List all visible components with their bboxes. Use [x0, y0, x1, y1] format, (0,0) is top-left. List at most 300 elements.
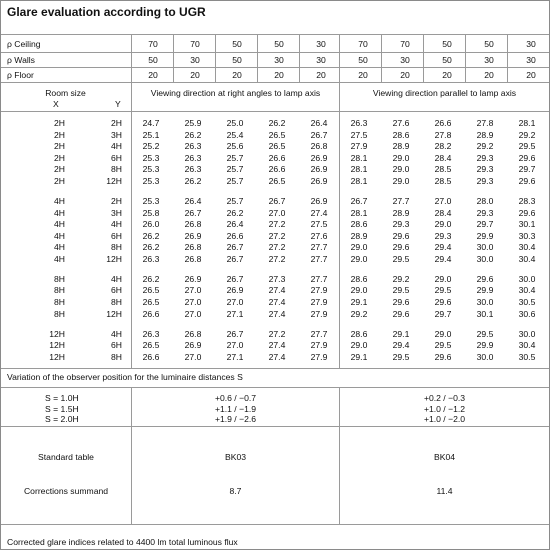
room-x-value: 4H [54, 207, 65, 218]
ugr-parallel-value: 29.0 [434, 328, 452, 339]
column-divider [423, 34, 424, 82]
ugr-parallel-value: 29.6 [476, 273, 494, 284]
reflectance-value: 30 [274, 55, 284, 65]
reflectance-value: 20 [526, 70, 536, 80]
ugr-right-value: 27.4 [268, 285, 286, 296]
ugr-parallel-value: 29.6 [434, 351, 452, 362]
ugr-right-value: 25.4 [226, 129, 244, 140]
reflectance-value: 30 [316, 39, 326, 49]
ugr-right-value: 26.6 [268, 164, 286, 175]
ugr-parallel-value: 29.0 [350, 242, 368, 253]
ugr-right-value: 26.9 [226, 285, 244, 296]
ugr-parallel-value: 27.9 [350, 141, 368, 152]
room-y-value: 8H [111, 242, 122, 253]
ugr-parallel-value: 28.9 [476, 129, 494, 140]
ugr-right-value: 26.8 [184, 242, 202, 253]
room-y-value: 2H [111, 195, 122, 206]
room-x-value: 2H [54, 129, 65, 140]
ugr-parallel-value: 28.6 [350, 328, 368, 339]
ugr-right-value: 25.7 [226, 175, 244, 186]
room-x-value: 8H [54, 308, 65, 319]
ugr-right-value: 26.7 [226, 273, 244, 284]
ugr-parallel-value: 29.0 [392, 164, 410, 175]
variation-right: +1.9 / −2.6 [214, 414, 257, 424]
ugr-parallel-value: 30.4 [518, 340, 536, 351]
column-divider [215, 34, 216, 82]
ugr-parallel-value: 29.5 [434, 340, 452, 351]
ugr-parallel-value: 29.0 [434, 273, 452, 284]
ugr-parallel-value: 29.6 [518, 207, 536, 218]
ugr-right-value: 27.7 [310, 253, 328, 264]
reflectance-value: 70 [358, 39, 368, 49]
ugr-right-value: 27.0 [184, 285, 202, 296]
ugr-right-value: 27.0 [184, 297, 202, 308]
ugr-parallel-value: 28.5 [434, 164, 452, 175]
ugr-right-value: 27.9 [310, 351, 328, 362]
ugr-right-value: 27.4 [268, 340, 286, 351]
ugr-right-value: 25.3 [142, 164, 160, 175]
ugr-parallel-value: 30.0 [518, 273, 536, 284]
ugr-parallel-value: 28.0 [476, 195, 494, 206]
ugr-parallel-value: 28.1 [350, 164, 368, 175]
reflectance-value: 30 [400, 55, 410, 65]
room-y-value: 4H [111, 219, 122, 230]
ugr-parallel-value: 29.6 [518, 175, 536, 186]
reflectance-value: 20 [232, 70, 242, 80]
reflectance-value: 70 [148, 39, 158, 49]
room-y-value: 8H [111, 351, 122, 362]
ugr-parallel-value: 26.7 [350, 195, 368, 206]
ugr-parallel-value: 27.8 [434, 129, 452, 140]
room-x-value: 2H [54, 152, 65, 163]
ugr-right-value: 27.0 [268, 207, 286, 218]
variation-parallel: +1.0 / −2.0 [423, 414, 466, 424]
column-divider [381, 34, 382, 82]
ugr-right-value: 25.7 [226, 152, 244, 163]
ugr-right-value: 27.4 [310, 207, 328, 218]
ugr-parallel-value: 29.9 [476, 340, 494, 351]
ugr-right-value: 27.4 [268, 297, 286, 308]
ugr-right-value: 26.4 [184, 195, 202, 206]
ugr-right-value: 25.7 [226, 195, 244, 206]
ugr-parallel-value: 28.4 [434, 152, 452, 163]
room-y-value: 4H [111, 273, 122, 284]
column-divider [257, 34, 258, 82]
ugr-parallel-value: 29.4 [392, 340, 410, 351]
variation-parallel: +1.0 / −1.2 [423, 403, 466, 414]
ugr-parallel-value: 29.2 [476, 141, 494, 152]
variation-s: S = 1.0H [45, 393, 79, 403]
ugr-parallel-value: 29.0 [392, 175, 410, 186]
ugr-parallel-value: 28.1 [350, 175, 368, 186]
ugr-parallel-value: 29.6 [518, 152, 536, 163]
variation-divider [1, 426, 549, 427]
reflectance-value: 20 [400, 70, 410, 80]
room-x-value: 4H [54, 219, 65, 230]
ugr-parallel-value: 29.6 [392, 230, 410, 241]
column-divider [465, 34, 466, 82]
room-x-value: 8H [54, 285, 65, 296]
ugr-parallel-value: 30.0 [476, 351, 494, 362]
ugr-right-value: 26.8 [184, 253, 202, 264]
room-size-label: Room size [45, 88, 86, 98]
ugr-right-value: 27.7 [310, 242, 328, 253]
ugr-right-value: 27.1 [226, 351, 244, 362]
ugr-parallel-value: 30.4 [518, 242, 536, 253]
ugr-parallel-value: 29.0 [434, 219, 452, 230]
room-y-value: 4H [111, 141, 122, 152]
ugr-parallel-value: 29.7 [434, 308, 452, 319]
room-y-value: 12H [106, 308, 122, 319]
reflectance-value: 20 [274, 70, 284, 80]
ugr-parallel-value: 27.7 [392, 195, 410, 206]
reflectance-value: 30 [484, 55, 494, 65]
reflectance-value: 50 [232, 55, 242, 65]
variation-parallel: +0.2 / −0.3 [423, 393, 466, 403]
column-divider [131, 82, 132, 368]
ugr-right-value: 27.3 [268, 273, 286, 284]
ugr-right-value: 26.3 [184, 164, 202, 175]
room-x-value: 8H [54, 273, 65, 284]
column-divider [339, 82, 340, 368]
column-divider [131, 34, 132, 82]
ugr-parallel-value: 30.4 [518, 253, 536, 264]
ugr-parallel-value: 30.4 [518, 285, 536, 296]
ugr-right-value: 26.5 [142, 297, 160, 308]
reflectance-value: 30 [190, 55, 200, 65]
ugr-parallel-value: 29.2 [392, 273, 410, 284]
room-y-value: 3H [111, 129, 122, 140]
ugr-right-value: 26.8 [310, 141, 328, 152]
room-y-value: 3H [111, 207, 122, 218]
variation-divider [1, 387, 549, 388]
title-divider [1, 34, 549, 35]
ugr-parallel-value: 30.5 [518, 297, 536, 308]
room-x-value: 2H [54, 118, 65, 128]
ugr-parallel-value: 29.2 [350, 308, 368, 319]
ugr-right-value: 26.3 [184, 141, 202, 152]
ugr-parallel-value: 28.6 [392, 129, 410, 140]
ugr-parallel-value: 28.9 [350, 230, 368, 241]
ugr-parallel-value: 30.1 [476, 308, 494, 319]
row-divider [1, 82, 549, 83]
ugr-right-value: 25.3 [142, 175, 160, 186]
ugr-right-value: 25.6 [226, 141, 244, 152]
ugr-right-value: 26.7 [226, 253, 244, 264]
ugr-right-value: 24.7 [142, 118, 160, 128]
ugr-parallel-value: 28.9 [392, 141, 410, 152]
variation-right: +0.6 / −0.7 [214, 393, 257, 403]
column-divider [339, 426, 340, 524]
ugr-parallel-value: 29.6 [392, 308, 410, 319]
reflectance-value: 30 [316, 55, 326, 65]
ugr-right-value: 26.0 [142, 219, 160, 230]
ugr-parallel-value: 30.0 [476, 297, 494, 308]
ugr-parallel-value: 29.3 [392, 219, 410, 230]
column-divider [299, 34, 300, 82]
room-x-value: 4H [54, 253, 65, 264]
standard-table-label: Standard table [38, 452, 94, 462]
ugr-right-value: 26.6 [226, 230, 244, 241]
room-y-value: 8H [111, 297, 122, 308]
ugr-parallel-value: 28.4 [434, 207, 452, 218]
ugr-parallel-value: 29.4 [434, 242, 452, 253]
column-divider [131, 426, 132, 524]
reflectance-label: ρ Walls [7, 55, 35, 65]
ugr-parallel-value: 30.0 [476, 242, 494, 253]
ugr-right-value: 26.2 [268, 118, 286, 128]
reflectance-value: 50 [442, 55, 452, 65]
ugr-parallel-value: 29.0 [350, 253, 368, 264]
ugr-parallel-value: 27.5 [350, 129, 368, 140]
ugr-right-value: 26.9 [310, 164, 328, 175]
ugr-right-value: 26.3 [142, 253, 160, 264]
ugr-parallel-value: 26.6 [434, 118, 452, 128]
room-y-value: 4H [111, 328, 122, 339]
ugr-parallel-value: 30.5 [518, 351, 536, 362]
ugr-parallel-value: 29.6 [434, 297, 452, 308]
variation-s: S = 2.0H [45, 414, 79, 424]
ugr-parallel-value: 29.3 [476, 152, 494, 163]
ugr-parallel-value: 29.3 [434, 230, 452, 241]
ugr-right-value: 26.2 [142, 242, 160, 253]
ugr-right-value: 27.0 [226, 297, 244, 308]
ugr-parallel-value: 28.9 [392, 207, 410, 218]
variation-right: +1.1 / −1.9 [214, 403, 257, 414]
room-x-value: 8H [54, 297, 65, 308]
ugr-right-value: 26.8 [184, 328, 202, 339]
ugr-right-value: 26.2 [184, 129, 202, 140]
ugr-parallel-value: 28.6 [350, 219, 368, 230]
variation-s: S = 1.5H [45, 403, 79, 414]
ugr-right-value: 26.9 [310, 152, 328, 163]
ugr-right-value: 26.9 [310, 195, 328, 206]
ugr-right-value: 27.0 [184, 351, 202, 362]
ugr-parallel-value: 29.3 [476, 207, 494, 218]
ugr-right-value: 26.7 [226, 242, 244, 253]
ugr-parallel-value: 29.5 [392, 351, 410, 362]
ugr-parallel-value: 29.7 [518, 164, 536, 175]
room-x-value: 4H [54, 242, 65, 253]
ugr-right-value: 26.5 [142, 285, 160, 296]
reflectance-value: 20 [442, 70, 452, 80]
ugr-parallel-value: 28.1 [518, 118, 536, 128]
ugr-right-value: 26.2 [142, 230, 160, 241]
ugr-parallel-value: 27.6 [392, 118, 410, 128]
room-x-value: 2H [54, 141, 65, 152]
reflectance-value: 30 [526, 39, 536, 49]
ugr-right-value: 27.2 [268, 242, 286, 253]
reflectance-value: 30 [526, 55, 536, 65]
reflectance-label: ρ Ceiling [7, 39, 41, 49]
ugr-right-value: 27.5 [310, 219, 328, 230]
ugr-right-value: 25.1 [142, 129, 160, 140]
ugr-right-value: 25.9 [184, 118, 202, 128]
ugr-parallel-value: 29.1 [350, 351, 368, 362]
reflectance-value: 50 [484, 39, 494, 49]
ugr-right-value: 27.2 [268, 230, 286, 241]
ugr-parallel-value: 29.5 [476, 328, 494, 339]
ugr-parallel-value: 29.0 [350, 340, 368, 351]
reflectance-value: 50 [358, 55, 368, 65]
reflectance-value: 50 [148, 55, 158, 65]
ugr-parallel-value: 29.4 [434, 253, 452, 264]
ugr-parallel-value: 27.8 [476, 118, 494, 128]
ugr-parallel-value: 28.3 [518, 195, 536, 206]
ugr-right-value: 27.1 [226, 308, 244, 319]
room-y-value: 6H [111, 340, 122, 351]
ugr-right-value: 27.4 [268, 308, 286, 319]
row-divider [1, 52, 549, 53]
ugr-right-value: 26.2 [226, 207, 244, 218]
ugr-parallel-value: 30.0 [518, 328, 536, 339]
reflectance-value: 50 [274, 39, 284, 49]
row-divider [1, 67, 549, 68]
ugr-right-value: 25.3 [142, 195, 160, 206]
footer-note: Corrected glare indices related to 4400 lm total luminous flux [7, 537, 238, 547]
room-y-value: 12H [106, 253, 122, 264]
room-y-value: 6H [111, 152, 122, 163]
variation-divider [1, 368, 549, 369]
room-y-value: 2H [111, 118, 122, 128]
ugr-parallel-value: 29.6 [392, 297, 410, 308]
ugr-parallel-value: 29.9 [476, 285, 494, 296]
column-divider [339, 34, 340, 82]
ugr-right-value: 27.9 [310, 308, 328, 319]
ugr-parallel-value: 28.6 [350, 273, 368, 284]
corrections-label: Corrections summand [23, 486, 109, 496]
reflectance-value: 20 [484, 70, 494, 80]
ugr-right-value: 26.3 [142, 328, 160, 339]
ugr-right-value: 27.0 [226, 340, 244, 351]
room-x-value: 2H [54, 164, 65, 175]
ugr-right-value: 26.4 [310, 118, 328, 128]
ugr-right-value: 26.7 [226, 328, 244, 339]
column-divider [173, 34, 174, 82]
reflectance-value: 20 [358, 70, 368, 80]
reflectance-value: 70 [190, 39, 200, 49]
ugr-right-value: 25.7 [226, 164, 244, 175]
ugr-right-value: 26.9 [310, 175, 328, 186]
room-x-value: 4H [54, 195, 65, 206]
reflectance-value: 20 [316, 70, 326, 80]
ugr-parallel-value: 29.3 [476, 175, 494, 186]
variation-label: Variation of the observer position for the luminaire distances S [7, 372, 243, 382]
ugr-parallel-value: 30.6 [518, 308, 536, 319]
ugr-right-value: 26.5 [142, 340, 160, 351]
reflectance-label: ρ Floor [7, 70, 34, 80]
ugr-parallel-value: 28.1 [350, 207, 368, 218]
ugr-right-value: 25.3 [142, 152, 160, 163]
ugr-parallel-value: 29.7 [476, 219, 494, 230]
ugr-right-value: 27.9 [310, 297, 328, 308]
ugr-right-value: 26.9 [184, 230, 202, 241]
ugr-parallel-value: 29.5 [434, 285, 452, 296]
room-y-value: 6H [111, 230, 122, 241]
ugr-parallel-value: 29.6 [392, 242, 410, 253]
footer-divider [1, 524, 549, 525]
standard-table-right: BK03 [224, 452, 247, 462]
ugr-right-value: 27.0 [184, 308, 202, 319]
ugr-parallel-value: 29.9 [476, 230, 494, 241]
ugr-right-value: 26.2 [184, 175, 202, 186]
ugr-right-value: 27.2 [268, 328, 286, 339]
ugr-right-value: 27.4 [268, 351, 286, 362]
ugr-parallel-value: 29.5 [392, 253, 410, 264]
ugr-right-value: 26.5 [268, 129, 286, 140]
reflectance-value: 20 [190, 70, 200, 80]
ugr-right-value: 26.8 [184, 219, 202, 230]
ugr-right-value: 26.9 [184, 273, 202, 284]
ugr-right-value: 27.6 [310, 230, 328, 241]
ugr-parallel-value: 29.0 [392, 152, 410, 163]
reflectance-value: 50 [442, 39, 452, 49]
ugr-right-value: 27.9 [310, 285, 328, 296]
page-title: Glare evaluation according to UGR [7, 5, 206, 19]
ugr-parallel-value: 26.3 [350, 118, 368, 128]
ugr-right-value: 26.7 [184, 207, 202, 218]
room-x-value: 12H [49, 351, 65, 362]
corrections-parallel: 11.4 [436, 486, 453, 496]
ugr-right-value: 26.7 [310, 129, 328, 140]
reflectance-value: 20 [148, 70, 158, 80]
ugr-right-value: 26.7 [268, 195, 286, 206]
ugr-parallel-value: 29.0 [350, 285, 368, 296]
reflectance-value: 70 [400, 39, 410, 49]
ugr-right-value: 26.3 [184, 152, 202, 163]
room-x-value: 12H [49, 340, 65, 351]
ugr-right-value: 27.7 [310, 273, 328, 284]
ugr-right-value: 26.9 [184, 340, 202, 351]
ugr-right-value: 25.0 [226, 118, 244, 128]
room-y-value: 8H [111, 164, 122, 175]
standard-table-parallel: BK04 [433, 452, 456, 462]
ugr-right-value: 25.2 [142, 141, 160, 152]
ugr-right-value: 27.2 [268, 219, 286, 230]
reflectance-value: 50 [232, 39, 242, 49]
ugr-right-value: 26.6 [268, 152, 286, 163]
ugr-parallel-value: 29.5 [392, 285, 410, 296]
ugr-right-value: 27.9 [310, 340, 328, 351]
ugr-parallel-value: 30.0 [476, 253, 494, 264]
ugr-parallel-value: 29.5 [518, 141, 536, 152]
y-label: Y [115, 99, 121, 109]
ugr-right-value: 25.8 [142, 207, 160, 218]
ugr-parallel-value: 29.3 [476, 164, 494, 175]
ugr-right-value: 26.2 [142, 273, 160, 284]
corrections-right: 8.7 [229, 486, 242, 496]
ugr-right-value: 26.6 [142, 351, 160, 362]
ugr-right-value: 26.4 [226, 219, 244, 230]
ugr-parallel-value: 30.1 [518, 219, 536, 230]
ugr-right-value: 27.2 [268, 253, 286, 264]
room-y-value: 6H [111, 285, 122, 296]
header-divider [1, 111, 549, 112]
x-label: X [53, 99, 59, 109]
ugr-parallel-value: 29.1 [392, 328, 410, 339]
ugr-parallel-value: 30.3 [518, 230, 536, 241]
room-y-value: 12H [106, 175, 122, 186]
room-x-value: 12H [49, 328, 65, 339]
right-angle-header: Viewing direction at right angles to lamp axis [150, 88, 321, 98]
room-x-value: 4H [54, 230, 65, 241]
room-x-value: 2H [54, 175, 65, 186]
ugr-right-value: 27.7 [310, 328, 328, 339]
ugr-right-value: 26.5 [268, 141, 286, 152]
ugr-parallel-value: 28.2 [434, 141, 452, 152]
column-divider [507, 34, 508, 82]
ugr-right-value: 26.5 [268, 175, 286, 186]
